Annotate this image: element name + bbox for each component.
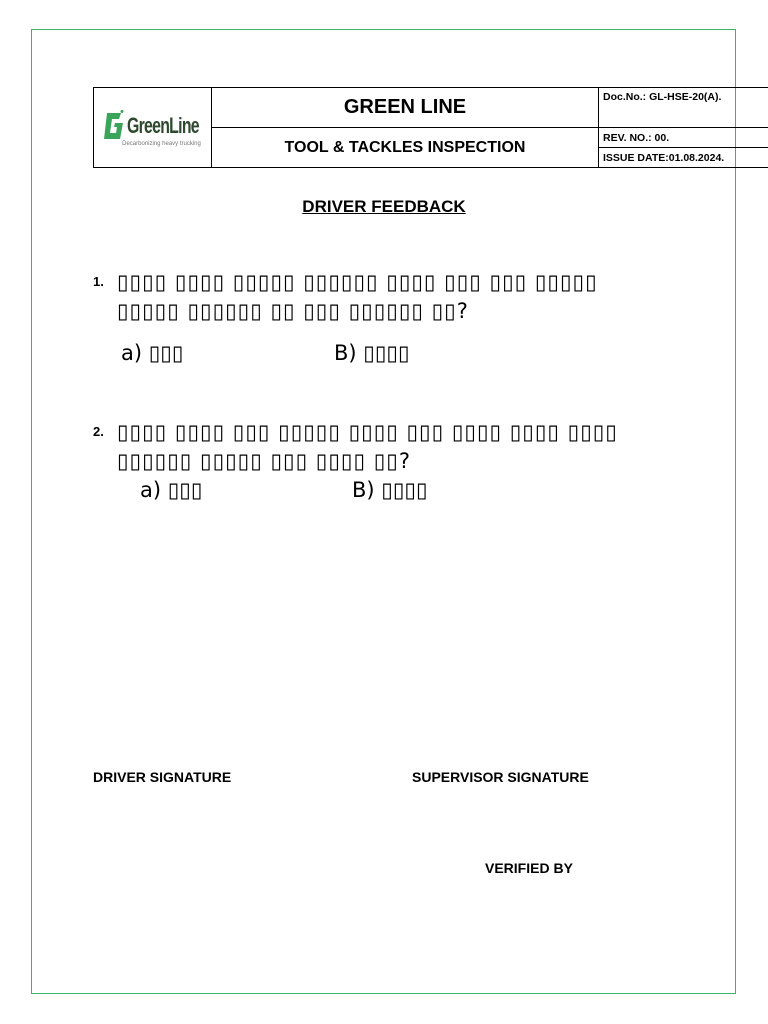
greenline-logo-icon xyxy=(103,109,125,143)
page-title: DRIVER FEEDBACK xyxy=(302,197,466,216)
question-2-option-b: B) ▯▯▯▯ xyxy=(352,478,428,502)
question-2 xyxy=(93,418,693,518)
company-logo xyxy=(94,89,211,167)
question-1-option-b: B) ▯▯▯▯ xyxy=(334,341,410,365)
question-number: 2. xyxy=(93,424,104,439)
logo-cell xyxy=(94,88,212,168)
driver-signature-label: DRIVER SIGNATURE xyxy=(93,769,232,785)
logo-tagline: Decarbonizing heavy trucking xyxy=(122,140,201,147)
form-title: TOOL & TACKLES INSPECTION xyxy=(212,128,599,168)
doc-number: Doc.No.: GL-HSE-20(A). xyxy=(599,88,768,128)
document-header-table xyxy=(93,87,768,168)
question-2-option-a: a) ▯▯▯ xyxy=(140,478,203,502)
verified-by-label: VERIFIED BY xyxy=(485,860,573,876)
issue-date: ISSUE DATE:01.08.2024. xyxy=(599,148,768,168)
revision-number: REV. NO.: 00. xyxy=(599,128,768,148)
question-number: 1. xyxy=(93,274,104,289)
logo-wordmark: GreenLine xyxy=(126,112,199,138)
question-1-option-a: a) ▯▯▯ xyxy=(121,341,184,365)
company-name: GREEN LINE xyxy=(212,88,599,128)
question-text: ▯▯▯▯ ▯▯▯▯ ▯▯▯▯▯ ▯▯▯▯▯▯ ▯▯▯▯ ▯▯▯ ▯▯▯ ▯▯▯▯▯ ▯▯▯▯▯ ▯▯▯▯▯▯ ▯▯ ▯▯▯ ▯▯▯▯▯▯ ▯▯? xyxy=(117,270,598,323)
question-text: ▯▯▯▯ ▯▯▯▯ ▯▯▯ ▯▯▯▯▯ ▯▯▯▯ ▯▯▯ ▯▯▯▯ ▯▯▯▯ ▯▯▯▯ ▯▯▯▯▯▯ ▯▯▯▯▯ ▯▯▯ ▯▯▯▯ ▯▯? xyxy=(117,420,618,473)
supervisor-signature-label: SUPERVISOR SIGNATURE xyxy=(412,769,589,785)
